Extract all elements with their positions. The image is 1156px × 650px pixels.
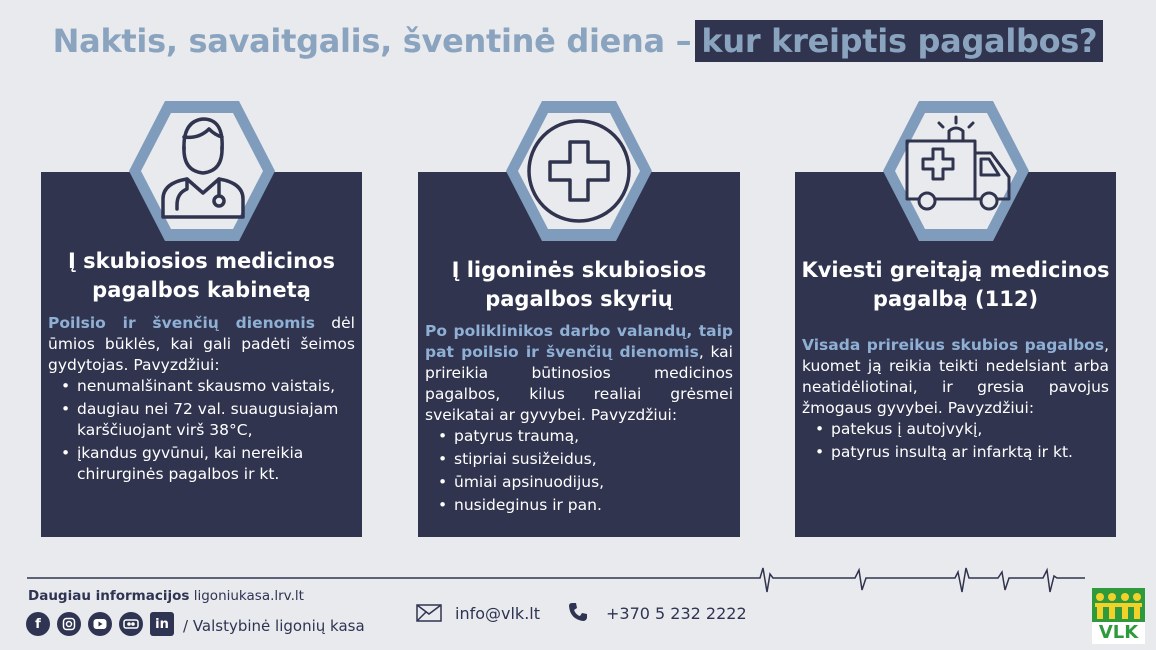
card-2-list xyxy=(425,426,733,516)
logo-text: VLK xyxy=(1098,622,1139,643)
flickr-icon[interactable] xyxy=(119,612,143,636)
logo-figures-icon xyxy=(1092,588,1145,622)
phone-number[interactable]: +370 5 232 2222 xyxy=(606,604,747,623)
list-item: • stipriai susižeidus, xyxy=(454,449,733,470)
vlk-logo xyxy=(1092,588,1145,644)
phone-icon xyxy=(568,602,588,622)
list-item: • patyrus traumą, xyxy=(454,426,733,447)
card-1-list xyxy=(48,376,355,485)
list-item: • nusideginus ir pan. xyxy=(454,495,733,516)
card-3-body xyxy=(802,335,1109,465)
medical-badge xyxy=(504,97,654,245)
page-title xyxy=(0,22,1156,60)
list-item: • ūmiai apsinuodijus, xyxy=(454,472,733,493)
envelope-icon xyxy=(416,604,442,622)
card-2-lead xyxy=(425,321,733,426)
card-1-lead xyxy=(48,313,355,376)
card-2-lead-bold: Po poliklinikos darbo valandų, taip pat poilsio ir švenčių dienomis xyxy=(425,322,733,361)
title-part-1: Naktis, savaitgalis, šventinė diena – xyxy=(52,22,692,60)
list-item: • patyrus insultą ar infarktą ir kt. xyxy=(831,442,1109,463)
card-3-title-line1: Kviesti greitąją medicinos xyxy=(801,258,1110,282)
card-2-title xyxy=(418,256,740,314)
more-info-label: Daugiau informacijos xyxy=(28,588,190,604)
list-item: • nenumalšinant skausmo vaistais, xyxy=(77,376,355,397)
card-2-title-line2: pagalbos skyrių xyxy=(485,287,673,311)
card-3-lead-bold: Visada prireikus skubios pagalbos xyxy=(802,336,1105,354)
facebook-icon[interactable]: f xyxy=(26,612,50,636)
email-link[interactable]: info@vlk.lt xyxy=(455,604,540,623)
card-1-lead-bold: Poilsio ir švenčių dienomis xyxy=(48,314,315,332)
card-3-title-line2: pagalbą (112) xyxy=(872,287,1039,311)
card-1-title-line2: pagalbos kabinetą xyxy=(92,278,311,302)
doctor-badge xyxy=(127,97,277,245)
ambulance-badge xyxy=(881,97,1031,245)
card-2-body xyxy=(425,321,733,518)
card-1-lead-rest: dėl ūmios būklės, kai gali padėti šeimos gydytojas. Pavyzdžiui: xyxy=(48,314,355,374)
list-item: • patekus į autojvykį, xyxy=(831,419,1109,440)
list-item: • įkandus gyvūnui, kai nereikia chirurginės pagalbos ir kt. xyxy=(77,443,355,485)
social-icons xyxy=(26,612,174,636)
card-1-body xyxy=(48,313,355,487)
more-info-link[interactable]: ligoniukasa.lrv.lt xyxy=(193,588,304,604)
card-1-title-line1: Į skubiosios medicinos xyxy=(67,249,335,273)
instagram-icon[interactable] xyxy=(57,612,81,636)
organization-name: / Valstybinė ligonių kasa xyxy=(183,617,365,635)
more-info-line xyxy=(28,588,304,604)
card-3-lead xyxy=(802,335,1109,419)
linkedin-icon[interactable]: in xyxy=(150,612,174,636)
card-2-title-line1: Į ligoninės skubiosios xyxy=(451,258,707,282)
youtube-icon[interactable] xyxy=(88,612,112,636)
card-3-lead-rest: , kuomet ją reikia teikti nedelsiant arba neatidėliotinai, ir gresia pavojus žmogaus gyvybei. Pavyzdžiui: xyxy=(802,336,1109,417)
card-3-title xyxy=(795,256,1116,314)
title-part-2-highlight: kur kreiptis pagalbos? xyxy=(695,20,1103,62)
card-3-list xyxy=(802,419,1109,463)
list-item: • daugiau nei 72 val. suaugusiajam karščiuojant virš 38°C, xyxy=(77,399,355,441)
card-1-title xyxy=(41,247,362,305)
card-2-lead-rest: , kai prireikia būtinosios medicinos pagalbos, kilus realiai grėsmei sveikatai ar gyvybei. Pavyzdžiui: xyxy=(425,343,733,424)
